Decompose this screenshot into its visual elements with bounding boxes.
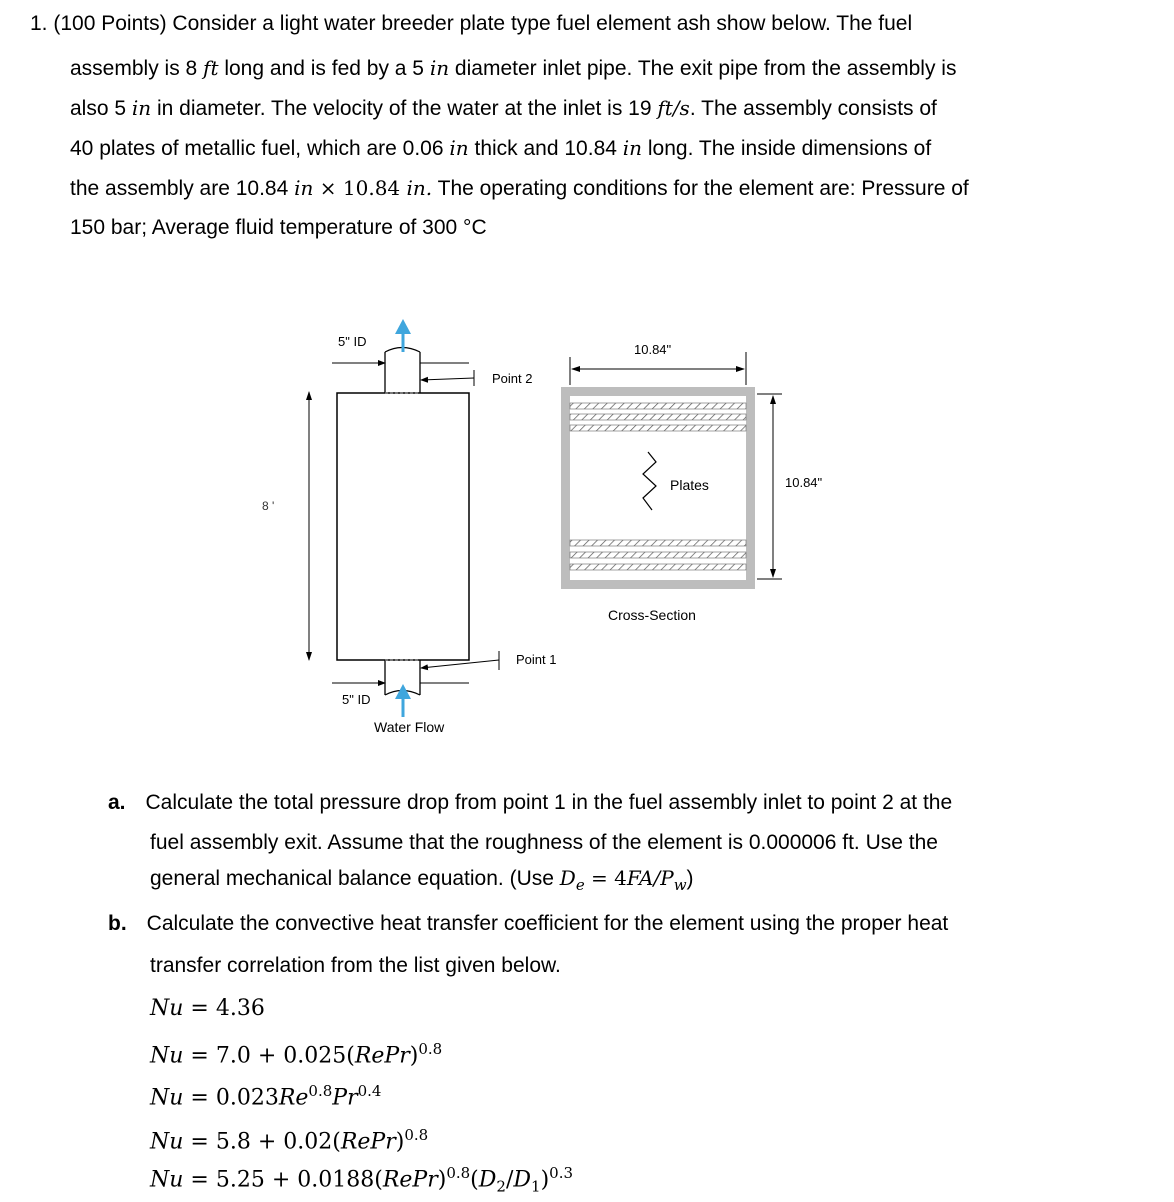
unit: in ×: [294, 176, 343, 200]
problem-number: 1.: [30, 12, 48, 35]
math: = 4: [584, 866, 627, 890]
text: . The assembly consists of: [689, 97, 937, 120]
math: = 5.8 + 0.02(: [183, 1129, 341, 1155]
text: The operating conditions for the element are: Pressure of: [432, 177, 969, 200]
unit: in: [131, 96, 152, 120]
math: ): [437, 1167, 447, 1193]
top-id-label: 5" ID: [338, 334, 367, 349]
text: long and is fed by a 5: [218, 57, 430, 80]
point-1-label: Point 1: [516, 652, 557, 667]
math: = 5.25 + 0.0188(: [183, 1167, 383, 1193]
math-sub: w: [673, 876, 687, 895]
unit: ft/s: [657, 96, 690, 120]
cross-section-label: Cross-Section: [608, 607, 696, 623]
math: D: [559, 866, 576, 890]
math: D: [513, 1167, 532, 1193]
equation-3: [150, 1082, 381, 1110]
text: the assembly are 10.84: [70, 177, 295, 200]
math: Nu: [150, 1043, 184, 1069]
problem-line-6: [70, 208, 487, 248]
cross-section-box: [561, 387, 755, 589]
math: Pr: [332, 1085, 358, 1111]
text: Calculate the total pressure drop from point 1 in the fuel assembly inlet to point 2 at the: [145, 791, 953, 814]
unit: in.: [406, 176, 433, 200]
part-b-line-2: [150, 946, 561, 986]
fuel-element-figure: [0, 300, 1174, 760]
text: ): [686, 867, 694, 890]
plates-label: Plates: [670, 477, 709, 493]
part-a-mark: a.: [108, 791, 126, 814]
width-side-label: 10.84": [785, 475, 823, 490]
problem-line-4: [70, 128, 931, 169]
unit: in: [429, 56, 450, 80]
math-sup: 0.3: [549, 1164, 574, 1182]
math: = 0.023: [183, 1085, 279, 1111]
text: fuel assembly exit. Assume that the roughness of the element is 0.000006 ft. Use the: [150, 831, 938, 854]
outlet-pipe: [385, 348, 420, 394]
math-sub: e: [575, 876, 585, 895]
assembly-body: [337, 393, 469, 660]
math: RePr: [354, 1043, 410, 1069]
math: /: [505, 1167, 514, 1193]
unit: ft: [203, 56, 219, 80]
text: 150 bar; Average fluid temperature of 300 °C: [70, 216, 487, 239]
math: (: [470, 1167, 479, 1193]
equation-2: [150, 1040, 442, 1068]
problem-line-3: [70, 88, 937, 129]
unit: in: [449, 136, 469, 160]
math-sup: 0.8: [418, 1040, 443, 1058]
math-sup: 0.4: [357, 1082, 382, 1100]
math: D: [478, 1167, 497, 1193]
length-label: 8 ': [262, 499, 275, 513]
math-sup: 0.8: [308, 1082, 333, 1100]
text: diameter inlet pipe. The exit pipe from the assembly is: [449, 57, 957, 80]
text: 40 plates of metallic fuel, which are 0.06: [70, 137, 450, 160]
part-a-line-1: [108, 783, 952, 823]
water-flow-label: Water Flow: [374, 719, 445, 735]
math: = 7.0 + 0.025(: [183, 1043, 355, 1069]
text: in diameter. The velocity of the water at the inlet is 19: [151, 97, 658, 120]
text: thick and 10.84: [468, 137, 623, 160]
bottom-id-label: 5" ID: [342, 692, 371, 707]
math-sub: 2: [496, 1177, 506, 1196]
equation-4: [150, 1126, 428, 1154]
problem-text-1: (100 Points) Consider a light water breeder plate type fuel element ash show below. The fuel: [53, 12, 913, 35]
math: Nu: [150, 1085, 184, 1111]
math-sub: 1: [531, 1177, 541, 1196]
width-top-label: 10.84": [634, 342, 672, 357]
text: assembly is 8: [70, 57, 204, 80]
unit: in: [622, 136, 643, 160]
problem-line-1: [30, 4, 912, 44]
math: ): [540, 1167, 550, 1193]
part-a-line-2: [150, 823, 938, 863]
text: transfer correlation from the list given below.: [150, 954, 561, 977]
math: Nu: [150, 1129, 184, 1155]
equation-5: [150, 1164, 573, 1196]
math-sup: 0.8: [446, 1164, 471, 1182]
math: = 4.36: [183, 996, 265, 1021]
number: 10.84: [342, 176, 407, 200]
problem-line-5: [70, 168, 969, 209]
text: long. The inside dimensions of: [642, 137, 932, 160]
math: ): [395, 1129, 405, 1155]
math: Nu: [150, 996, 184, 1021]
math-sup: 0.8: [404, 1126, 429, 1144]
math: Re: [278, 1085, 309, 1111]
text: also 5: [70, 97, 132, 120]
math: RePr: [340, 1129, 396, 1155]
math: ): [409, 1043, 419, 1069]
point-2-label: Point 2: [492, 371, 533, 386]
math: FA/P: [626, 866, 674, 890]
equation-1: [150, 996, 265, 1021]
part-a-line-3: [150, 858, 694, 905]
problem-line-2: [70, 48, 956, 89]
flow-arrow-top-icon: [395, 319, 411, 352]
flow-arrow-bottom-icon: [395, 684, 411, 717]
text: Calculate the convective heat transfer coefficient for the element using the proper heat: [146, 912, 949, 935]
math: Nu: [150, 1167, 184, 1193]
text: general mechanical balance equation. (Use: [150, 867, 560, 890]
part-b-line-1: [108, 904, 948, 944]
math: RePr: [382, 1167, 438, 1193]
part-b-mark: b.: [108, 912, 127, 935]
